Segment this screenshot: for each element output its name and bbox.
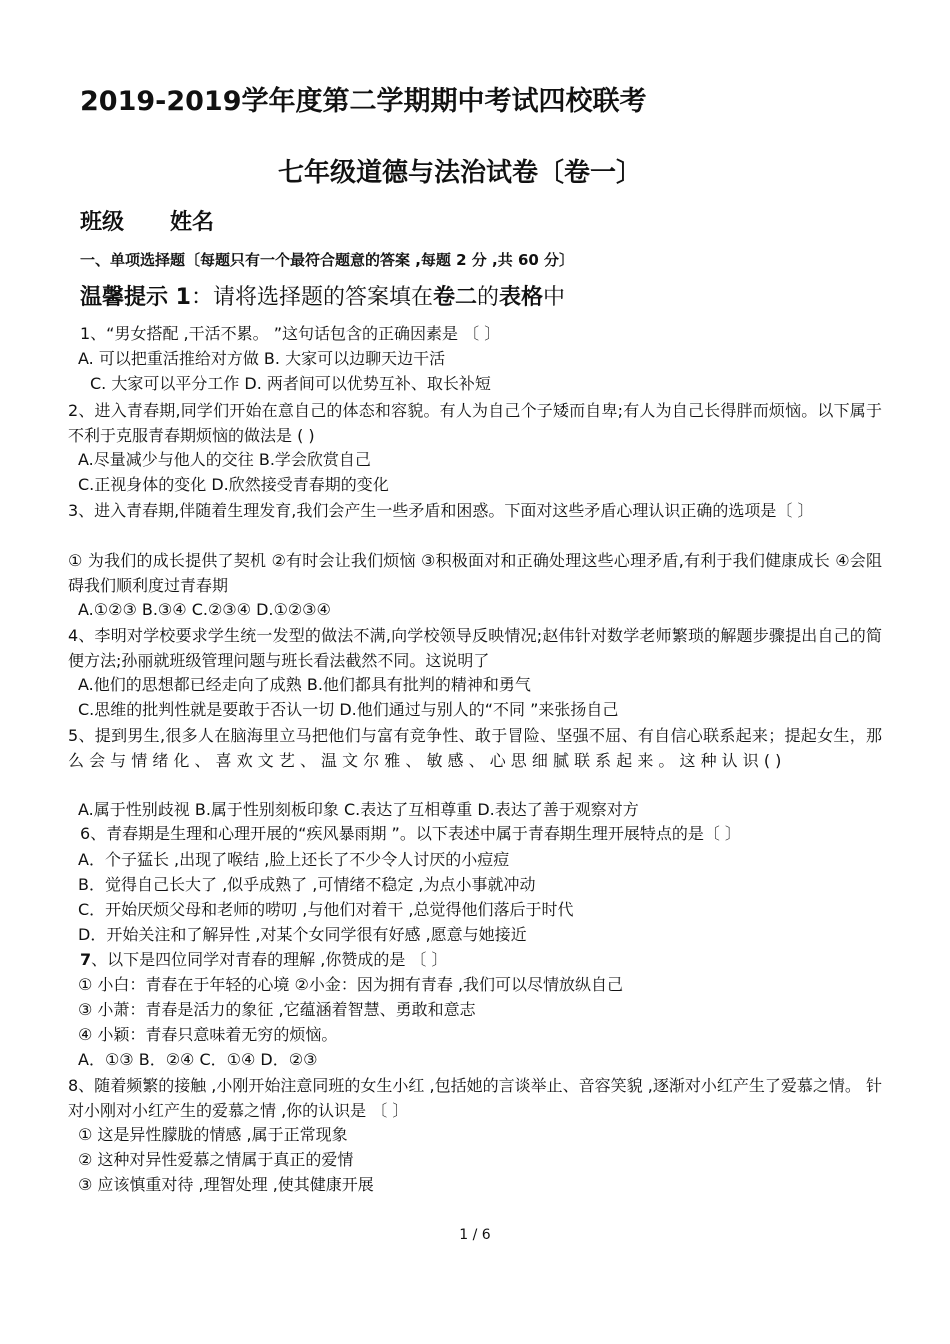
tip-text: ：请将选择题的答案填在 bbox=[190, 285, 433, 310]
option-line: A．①③ B．②④ C．①④ D．②③ bbox=[78, 1050, 318, 1069]
tip-text: 的 bbox=[477, 285, 500, 310]
question-4: 4、李明对学校要求学生统一发型的做法不满,向学校领导反映情况;赵伟针对数学老师繁琐的解题步骤提出自己的简便方法;孙丽就班级管理问题与班长看法截然不同。这说明了 bbox=[68, 626, 882, 670]
option-line: A. 可以把重活推给对方做 B. 大家可以边聊天边干活 bbox=[78, 349, 446, 368]
statement-line: ④ 小颖：青春只意味着无穷的烦恼。 bbox=[78, 1025, 338, 1044]
statement-line: ② 这种对异性爱慕之情属于真正的爱情 bbox=[78, 1150, 354, 1169]
question-5: 5、提到男生,很多人在脑海里立马把他们与富有竞争性、敢于冒险、坚强不屈、有自信心联系起来；提起女生，那 么 会 与 情 绪 化 、 喜 欢 文 艺 、 温 文 尔 雅 、 敏 感 、 心 思 细 腻 联 系 起 来 。 这 种 认 识 ( ) bbox=[68, 726, 882, 770]
option-line: A.属于性别歧视 B.属于性别刻板印象 C.表达了互相尊重 D.表达了善于观察对方 bbox=[78, 800, 639, 819]
exam-title: 2019-2019学年度第二学期期中考试四校联考 bbox=[80, 86, 647, 117]
page-number: 1 / 6 bbox=[459, 1227, 491, 1243]
option-line: A.①②③ B.③④ C.②③④ D.①②③④ bbox=[78, 600, 331, 619]
option-line: A.尽量减少与他人的交往 B.学会欣赏自己 bbox=[78, 450, 371, 469]
question-3: 3、进入青春期,伴随着生理发育,我们会产生一些矛盾和困惑。下面对这些矛盾心理认识正确的选项是〔 〕 bbox=[68, 501, 814, 520]
question-2: 2、进入青春期,同学们开始在意自己的体态和容貌。有人为自己个子矮而自卑;有人为自己长得胖而烦恼。以下属于不利于克服青春期烦恼的做法是 ( ) bbox=[68, 401, 882, 445]
option-line: C．开始厌烦父母和老师的唠叨 ,与他们对着干 ,总觉得他们落后于时代 bbox=[78, 900, 574, 919]
tip-volume: 卷二 bbox=[432, 285, 477, 310]
statement-line: ③ 小萧：青春是活力的象征 ,它蕴涵着智慧、勇敢和意志 bbox=[78, 1000, 476, 1019]
question-7 bbox=[80, 949, 448, 971]
option-line: C.思维的批判性就是要敢于否认一切 D.他们通过与别人的“不同 ”来张扬自己 bbox=[78, 700, 619, 719]
exam-subtitle: 七年级道德与法治试卷〔卷一〕 bbox=[278, 158, 643, 188]
question-text: 、以下是四位同学对青春的理解 ,你赞成的是 〔 〕 bbox=[91, 950, 448, 969]
option-line: C.正视身体的变化 D.欣然接受青春期的变化 bbox=[78, 475, 389, 494]
option-line: C. 大家可以平分工作 D. 两者间可以优势互补、取长补短 bbox=[90, 374, 491, 393]
option-line: A.他们的思想都已经走向了成熟 B.他们都具有批判的精神和勇气 bbox=[78, 675, 531, 694]
option-line: D．开始关注和了解异性 ,对某个女同学很有好感 ,愿意与她接近 bbox=[78, 925, 527, 944]
tip-text: 中 bbox=[543, 285, 566, 310]
statements-3: ① 为我们的成长提供了契机 ②有时会让我们烦恼 ③积极面对和正确处理这些心理矛盾,有利于我们健康成长 ④会阻碍我们顺利度过青春期 bbox=[68, 551, 882, 595]
question-8: 8、随着频繁的接触 ,小刚开始注意同班的女生小红 ,包括她的言谈举止、音容笑貌 ,逐渐对小红产生了爱慕之情。 针对小刚对小红产生的爱慕之情 ,你的认识是 〔 〕 bbox=[68, 1076, 882, 1120]
tip-table: 表格 bbox=[499, 285, 544, 310]
statement-line: ③ 应该慎重对待 ,理智处理 ,使其健康开展 bbox=[78, 1175, 374, 1194]
option-line: B．觉得自己长大了 ,似乎成熟了 ,可情绪不稳定 ,为点小事就冲动 bbox=[78, 875, 536, 894]
section-heading: 一、单项选择题〔每题只有一个最符合题意的答案 ,每题 2 分 ,共 60 分〕 bbox=[80, 251, 575, 269]
class-label: 班级 bbox=[80, 210, 125, 235]
statement-line: ① 小白：青春在于年轻的心境 ②小金：因为拥有青春 ,我们可以尽情放纵自己 bbox=[78, 975, 624, 994]
question-number: 7 bbox=[80, 950, 92, 969]
name-label: 姓名 bbox=[170, 210, 215, 235]
question-1: 1、“男女搭配 ,干活不累。 ”这句话包含的正确因素是 〔 〕 bbox=[80, 324, 501, 343]
question-6: 6、青春期是生理和心理开展的“疾风暴雨期 ”。以下表述中属于青春期生理开展特点的是〔 〕 bbox=[80, 824, 741, 843]
tip-line bbox=[80, 282, 565, 314]
option-line: A．个子猛长 ,出现了喉结 ,脸上还长了不少令人讨厌的小痘痘 bbox=[78, 850, 510, 869]
tip-label: 温馨提示 1 bbox=[80, 285, 191, 310]
statement-line: ① 这是异性朦胧的情感 ,属于正常现象 bbox=[78, 1125, 348, 1144]
